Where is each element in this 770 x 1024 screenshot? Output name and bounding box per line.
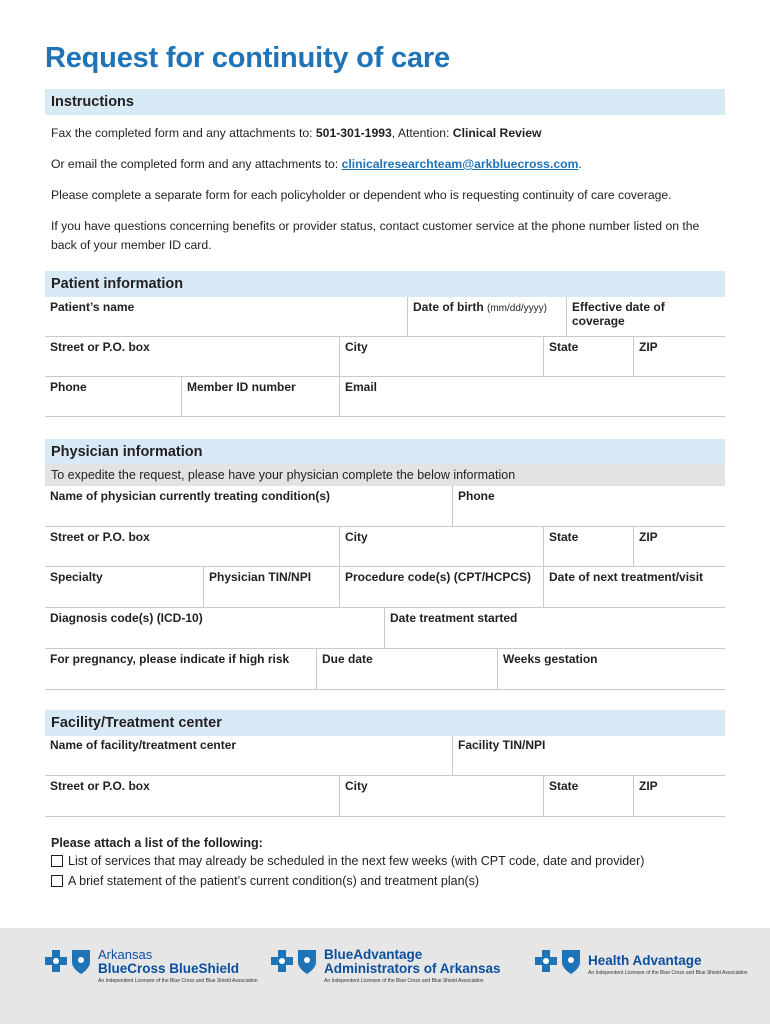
physician-street-field[interactable]: Street or P.O. box <box>45 527 339 567</box>
specialty-field[interactable]: Specialty <box>45 567 203 608</box>
fax-number: 501-301-1993 <box>315 126 392 140</box>
instructions-heading: Instructions <box>45 89 725 115</box>
patient-zip-field[interactable]: ZIP <box>633 337 725 377</box>
questions-note: If you have questions concerning benefits or provider status, contact customer service at the phone number listed on the back of your member ID card. <box>51 219 700 252</box>
due-date-field[interactable]: Due date <box>316 649 497 690</box>
pregnancy-risk-field[interactable]: For pregnancy, please indicate if high risk <box>45 649 316 690</box>
cross-shield-icon <box>534 948 584 976</box>
procedure-code-field[interactable]: Procedure code(s) (CPT/HCPCS) <box>339 567 543 608</box>
separate-form-note: Please complete a separate form for each policyholder or dependent who is requesting continuity of care coverage. <box>51 188 672 202</box>
physician-zip-field[interactable]: ZIP <box>633 527 725 567</box>
physician-state-field[interactable]: State <box>543 527 633 567</box>
patient-state-field[interactable]: State <box>543 337 633 377</box>
effective-date-field[interactable]: Effective date of coverage <box>566 297 725 337</box>
physician-city-field[interactable]: City <box>339 527 543 567</box>
logo-health-advantage: Health Advantage An Independent Licensee of the Blue Cross and Blue Shield Association <box>534 948 748 976</box>
physician-tin-field[interactable]: Physician TIN/NPI <box>203 567 339 608</box>
checkbox[interactable] <box>51 875 63 887</box>
patient-street-field[interactable]: Street or P.O. box <box>45 337 339 377</box>
patient-name-field[interactable]: Patient’s name <box>45 297 407 337</box>
facility-state-field[interactable]: State <box>543 776 633 817</box>
logo-blueadvantage: BlueAdvantage Administrators of Arkansas An Independent Licensee of the Blue Cross and Blue Shield Association <box>270 948 501 985</box>
attach-title: Please attach a list of the following: <box>51 836 263 850</box>
fax-attention: Clinical Review <box>452 126 542 140</box>
facility-tin-field[interactable]: Facility TIN/NPI <box>452 735 725 776</box>
attach-item-services[interactable]: List of services that may already be scheduled in the next few weeks (with CPT code, date and provider) <box>51 854 644 868</box>
email-link[interactable]: clinicalresearchteam@arkbluecross.com <box>341 157 579 171</box>
facility-zip-field[interactable]: ZIP <box>633 776 725 817</box>
physician-heading: Physician information <box>45 439 725 465</box>
patient-phone-field[interactable]: Phone <box>45 377 181 417</box>
patient-city-field[interactable]: City <box>339 337 543 377</box>
patient-heading: Patient information <box>45 271 725 297</box>
physician-phone-field[interactable]: Phone <box>452 486 725 527</box>
weeks-gestation-field[interactable]: Weeks gestation <box>497 649 725 690</box>
dob-field[interactable]: Date of birth (mm/dd/yyyy) <box>407 297 566 337</box>
email-line: Or email the completed form and any attachments to: clinicalresearchteam@arkbluecross.com. <box>51 157 582 171</box>
facility-city-field[interactable]: City <box>339 776 543 817</box>
page-title: Request for continuity of care <box>45 42 450 74</box>
physician-name-field[interactable]: Name of physician currently treating condition(s) <box>45 486 452 527</box>
fax-line: Fax the completed form and any attachments to: 501-301-1993, Attention: Clinical Review <box>51 126 542 140</box>
member-id-field[interactable]: Member ID number <box>181 377 339 417</box>
treatment-started-field[interactable]: Date treatment started <box>384 608 725 649</box>
patient-email-field[interactable]: Email <box>339 377 725 417</box>
facility-name-field[interactable]: Name of facility/treatment center <box>45 735 452 776</box>
checkbox[interactable] <box>51 855 63 867</box>
physician-note: To expedite the request, please have your physician complete the below information <box>45 464 725 486</box>
cross-shield-icon <box>270 948 320 976</box>
footer <box>0 928 770 1024</box>
logo-arkansas-bcbs: Arkansas BlueCross BlueShield An Independent Licensee of the Blue Cross and Blue Shield Association <box>44 948 258 984</box>
next-treatment-field[interactable]: Date of next treatment/visit <box>543 567 725 608</box>
facility-heading: Facility/Treatment center <box>45 710 725 736</box>
attach-item-statement[interactable]: A brief statement of the patient’s current condition(s) and treatment plan(s) <box>51 874 479 888</box>
diagnosis-code-field[interactable]: Diagnosis code(s) (ICD-10) <box>45 608 384 649</box>
cross-shield-icon <box>44 948 94 976</box>
facility-street-field[interactable]: Street or P.O. box <box>45 776 339 817</box>
